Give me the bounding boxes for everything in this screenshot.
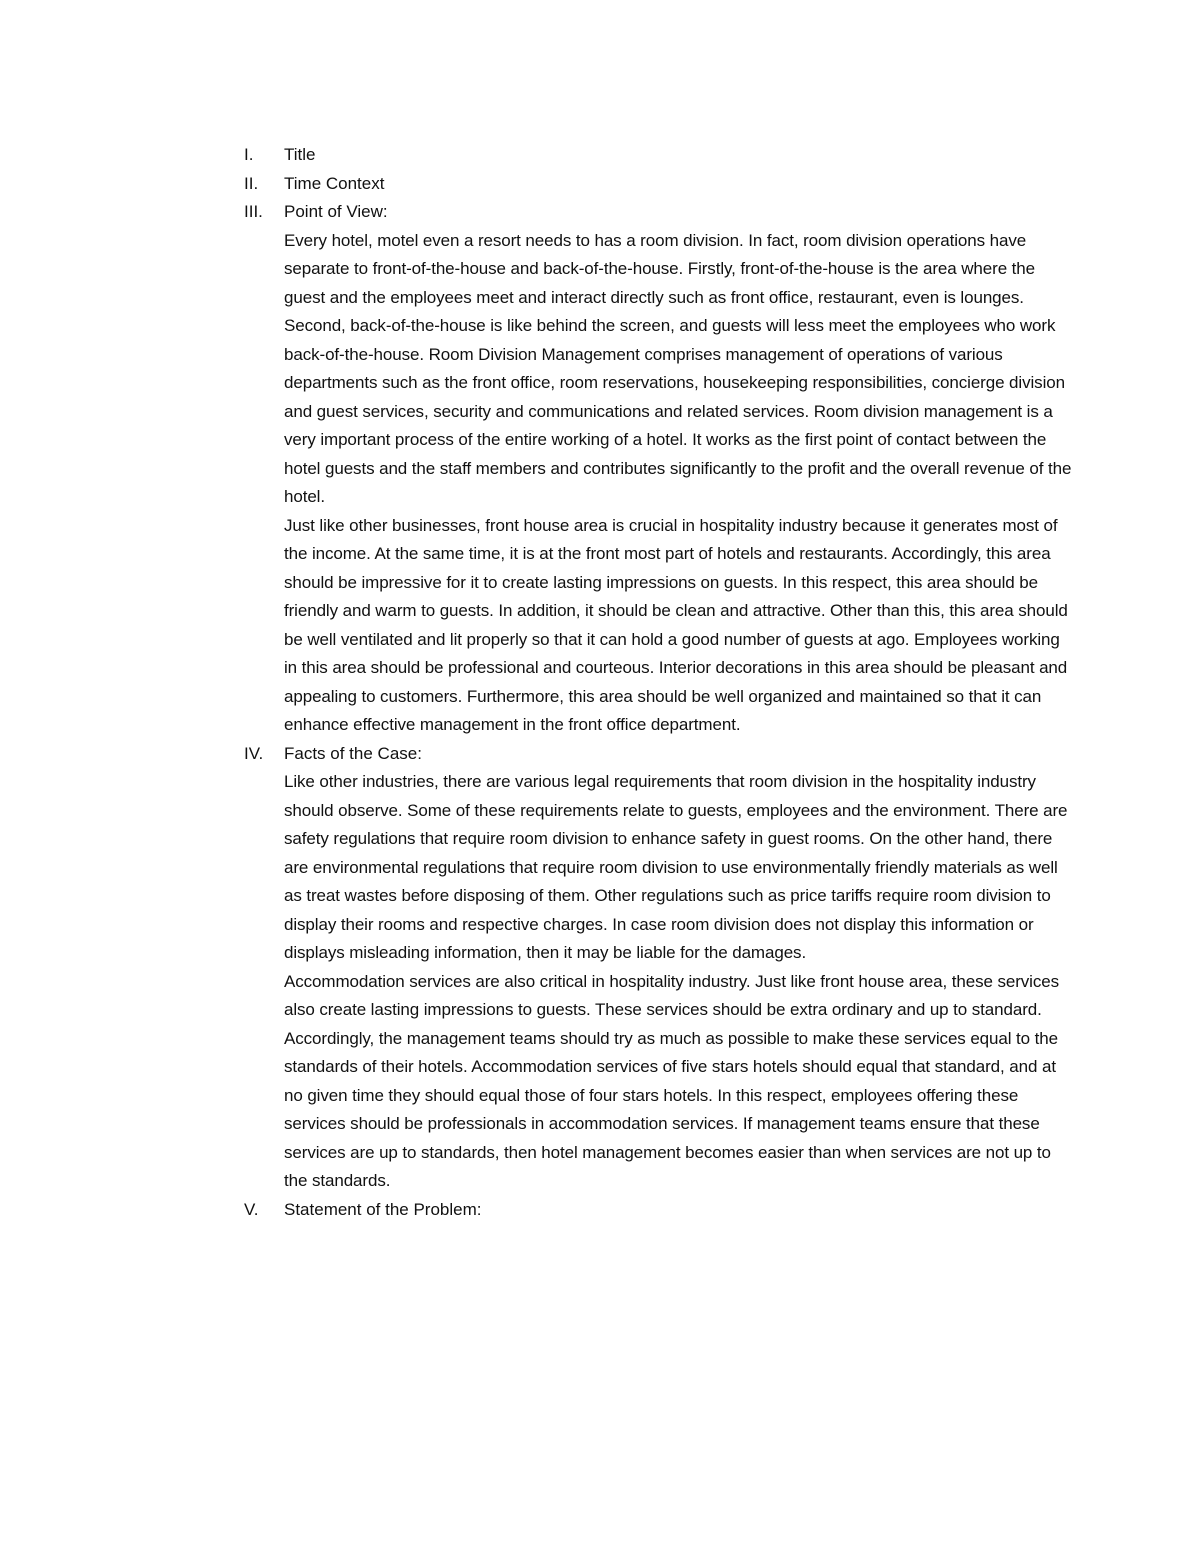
paragraph: Accommodation services are also critical in hospitality industry. Just like front house area, these services also create lasting impressions to guests. These services should be extra ordinary and up to standard. Accordingly, the management teams should try as much as possible to make these services equal to the standards of their hotels. Accommodation services of five stars hotels should equal that standard, and at no given time they should equal those of four stars hotels. In this respect, employees offering these services should be professionals in accommodation services. If management teams ensure that these services are up to standards, then hotel management becomes easier than when services are not up to the standards.	[284, 971, 1060, 1190]
section-heading: Point of View:	[284, 202, 388, 221]
section-numeral: I.	[244, 145, 254, 164]
paragraph: Like other industries, there are various legal requirements that room division in the hospitality industry should observe. Some of these requirements relate to guests, employees and the environment. There are safety regulations that require room division to enhance safety in guest rooms. On the other hand, there are environmental regulations that require room division to use environmentally friendly materials as well as treat wastes before disposing of them. Other regulations such as price tariffs require room division to display their rooms and respective charges. In case room division does not display this information or displays misleading information, then it may be liable for the damages.	[284, 772, 1068, 962]
section-numeral: IV.	[244, 743, 264, 763]
section-facts-of-the-case	[244, 740, 1074, 1196]
section-heading: Time Context	[284, 173, 385, 193]
section-time-context	[244, 170, 1074, 199]
paragraph: Just like other businesses, front house area is crucial in hospitality industry because it generates most of the income. At the same time, it is at the front most part of hotels and restaurants. Accordingly, this area should be impressive for it to create lasting impressions on guests. In this respect, this area should be friendly and warm to guests. In addition, it should be clean and attractive. Other than this, this area should be well ventilated and lit properly so that it can hold a good number of guests at ago. Employees working in this area should be professional and courteous. Interior decorations in this area should be pleasant and appealing to customers. Furthermore, this area should be well organized and maintained so that it can enhance effective management in the front office department.	[284, 515, 1068, 734]
section-body	[284, 768, 1074, 1196]
section-heading: Facts of the Case:	[284, 743, 422, 763]
section-heading: Title	[284, 145, 316, 164]
outline-list	[244, 141, 1074, 1224]
paragraph: Every hotel, motel even a resort needs to has a room division. In fact, room division operations have separate to front-of-the-house and back-of-the-house. Firstly, front-of-the-house is the area where the guest and the employees meet and interact directly such as front office, restaurant, even is lounges. Second, back-of-the-house is like behind the screen, and guests will less meet the employees who work back-of-the-house. Room Division Management comprises management of operations of various departments such as the front office, room reservations, housekeeping responsibilities, concierge division and guest services, security and communications and related services. Room division management is a very important process of the entire working of a hotel. It works as the first point of contact between the hotel guests and the staff members and contributes significantly to the profit and the overall revenue of the hotel.	[284, 230, 1072, 506]
section-point-of-view	[244, 198, 1074, 740]
section-title	[244, 141, 1074, 170]
section-numeral: III.	[244, 202, 263, 221]
section-numeral: II.	[244, 173, 259, 193]
section-statement-of-the-problem	[244, 1196, 1074, 1225]
section-heading: Statement of the Problem:	[284, 1199, 482, 1219]
section-numeral: V.	[244, 1199, 259, 1219]
section-body	[284, 227, 1074, 740]
